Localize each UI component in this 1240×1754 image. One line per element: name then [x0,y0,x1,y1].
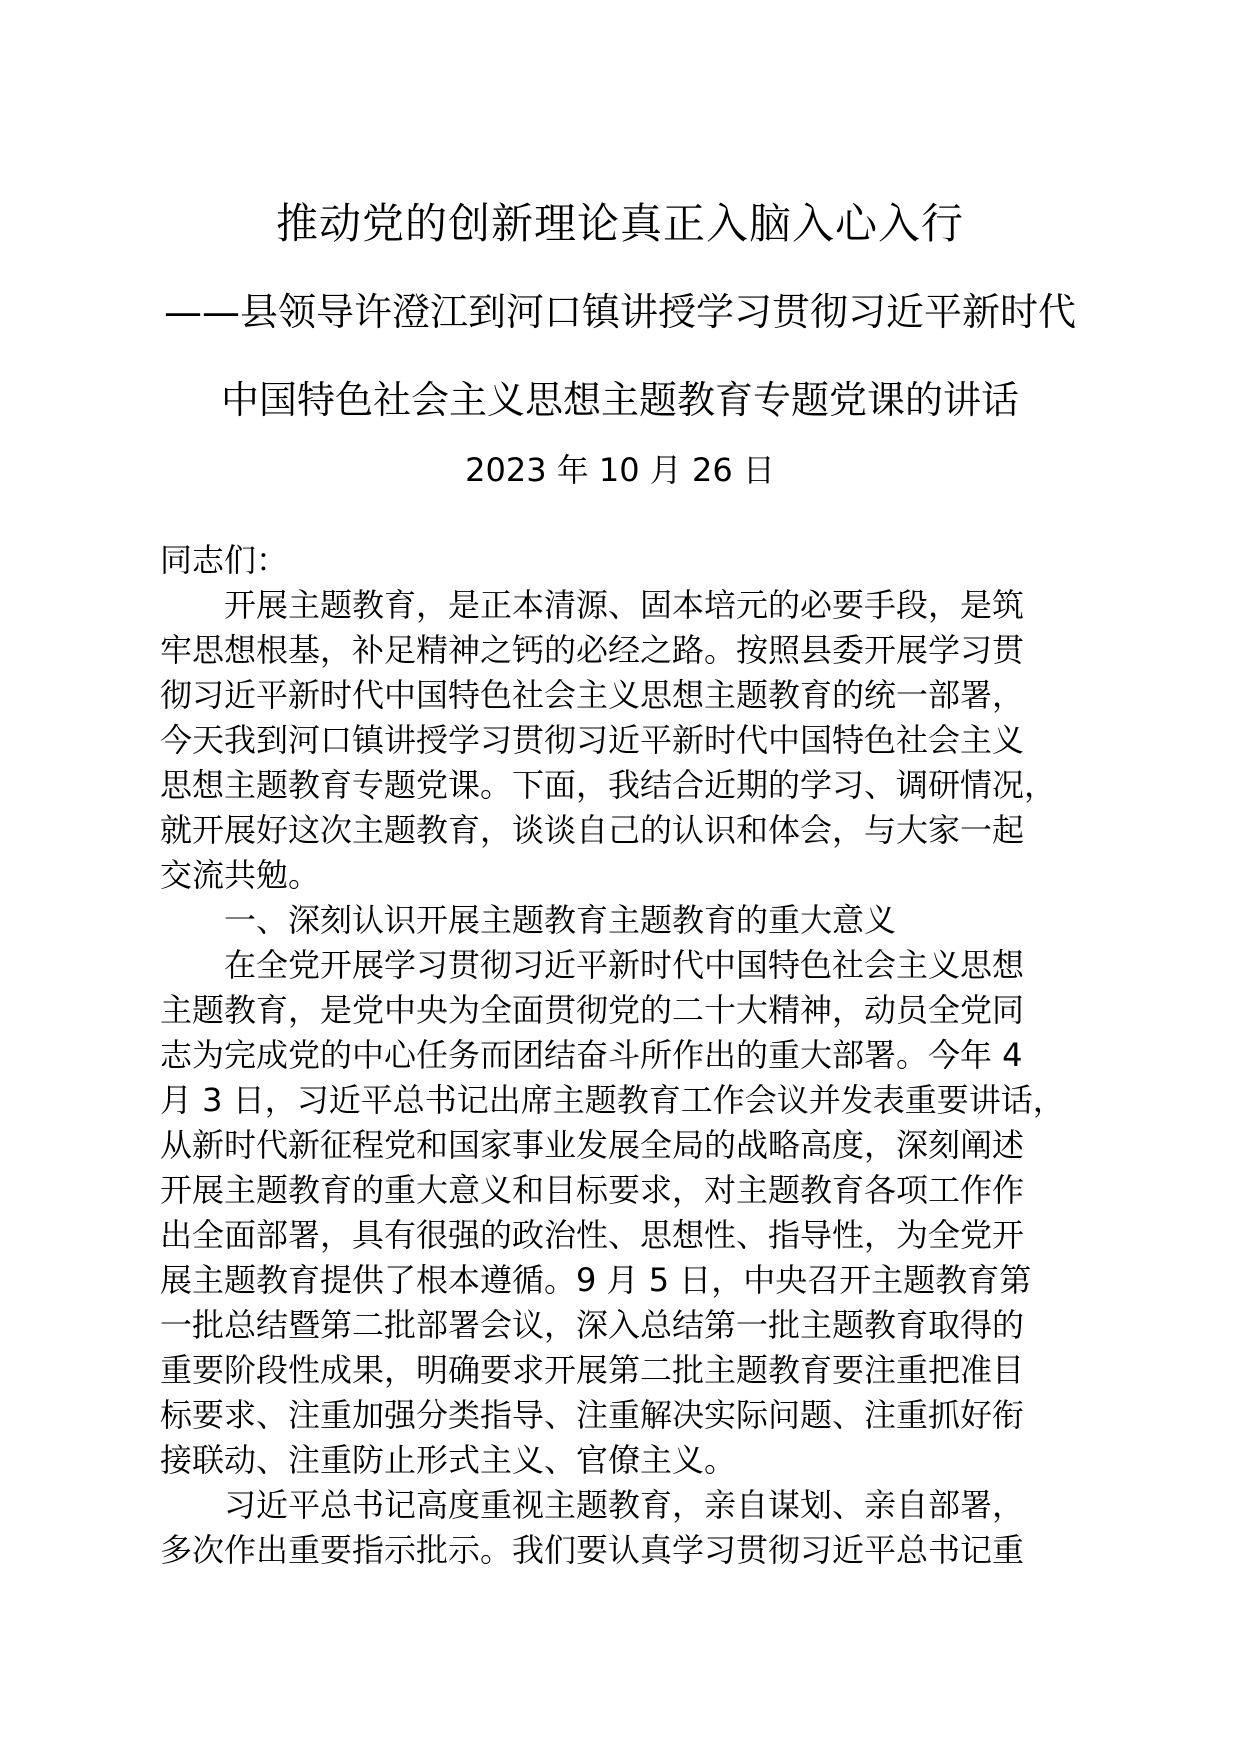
paragraph-1-line: 开展主题教育，是正本清源、固本培元的必要手段，是筑 [224,586,1025,624]
salutation: 同志们： [160,541,289,579]
paragraph-2-line: 在全党开展学习贯彻习近平新时代中国特色社会主义思想 [224,946,1025,984]
paragraph-1-line: 牢思想根基，补足精神之钙的必经之路。按照县委开展学习贯 [160,631,1025,669]
paragraph-2-line: 志为完成党的中心任务而团结奋斗所作出的重大部署。今年 4 [160,1036,1023,1074]
paragraph-2-line: 从新时代新征程党和国家事业发展全局的战略高度，深刻阐述 [160,1126,1025,1164]
paragraph-3-line: 多次作出重要指示批示。我们要认真学习贯彻习近平总书记重 [160,1531,1025,1569]
section-heading: 一、深刻认识开展主题教育主题教育的重大意义 [224,901,897,939]
document-body [160,538,1085,1573]
document-subtitle-line-2: 中国特色社会主义思想主题教育专题党课的讲话 [220,378,1019,422]
paragraph-2-line: 主题教育，是党中央为全面贯彻党的二十大精神，动员全党同 [160,991,1025,1029]
paragraph-1-line: 今天我到河口镇讲授学习贯彻习近平新时代中国特色社会主义 [160,721,1025,759]
paragraph-1-line: 彻习近平新时代中国特色社会主义思想主题教育的统一部署， [160,676,1025,714]
paragraph-2-line: 开展主题教育的重大意义和目标要求，对主题教育各项工作作 [160,1171,1025,1209]
paragraph-2-line: 月 3 日，习近平总书记出席主题教育工作会议并发表重要讲话， [160,1081,1065,1119]
paragraph-2-line: 标要求、注重加强分类指导、注重解决实际问题、注重抓好衔 [160,1396,1025,1434]
paragraph-2-line: 展主题教育提供了根本遵循。9 月 5 日，中央召开主题教育第 [160,1261,1032,1299]
paragraph-1-line: 思想主题教育专题党课。下面，我结合近期的学习、调研情况， [160,766,1057,804]
paragraph-2-line: 接联动、注重防止形式主义、官僚主义。 [160,1441,737,1479]
paragraph-3-line: 习近平总书记高度重视主题教育，亲自谋划、亲自部署， [224,1486,1025,1524]
paragraph-2-line: 一批总结暨第二批部署会议，深入总结第一批主题教育取得的 [160,1306,1025,1344]
document-date: 2023 年 10 月 26 日 [465,451,775,489]
paragraph-2-line: 重要阶段性成果，明确要求开展第二批主题教育要注重把准目 [160,1351,1025,1389]
paragraph-1-line: 交流共勉。 [160,856,321,894]
paragraph-2-line: 出全面部署，具有很强的政治性、思想性、指导性，为全党开 [160,1216,1025,1254]
document-subtitle-line-1: ——县领导许澄江到河口镇讲授学习贯彻习近平新时代 [163,290,1076,334]
paragraph-1-line: 就开展好这次主题教育，谈谈自己的认识和体会，与大家一起 [160,811,1025,849]
document-title: 推动党的创新理论真正入脑入心入行 [275,199,964,248]
